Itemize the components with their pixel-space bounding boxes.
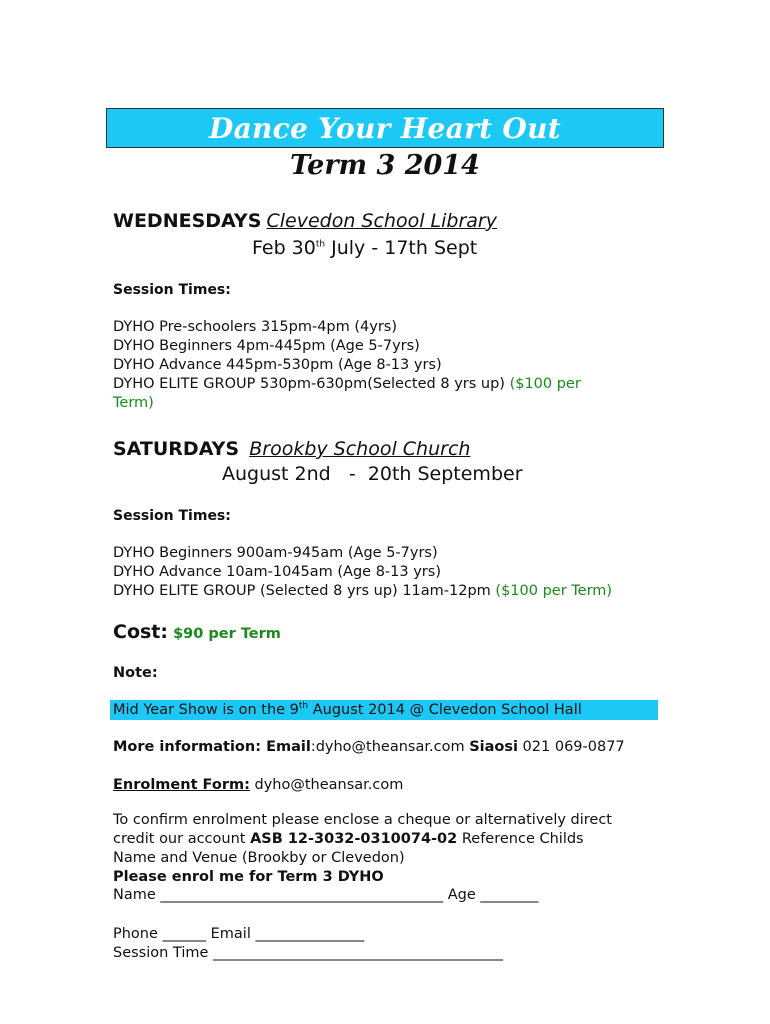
wednesday-dates-sup: th: [315, 239, 326, 250]
confirm-line-2-end: Reference Childs: [457, 831, 584, 847]
wednesday-venue: Clevedon School Library: [266, 210, 497, 232]
wednesday-day: WEDNESDAYS: [113, 210, 262, 232]
more-info-phone: 021 069-0877: [517, 739, 625, 755]
more-info-label: More information: Email: [113, 739, 311, 755]
wednesday-session-1: DYHO Pre-schoolers 315pm-4pm (4yrs): [113, 319, 398, 335]
note-text: [113, 701, 582, 720]
more-info-email: :dyho@theansar.com: [310, 739, 470, 755]
saturday-venue: Brookby School Church: [249, 438, 471, 460]
bank-account: ASB 12-3032-0310074-02: [250, 831, 458, 847]
enrolment-email: dyho@theansar.com: [249, 777, 404, 793]
confirm-line-2: [113, 830, 584, 849]
wednesday-session-3: DYHO Advance 445pm-530pm (Age 8-13 yrs): [113, 357, 442, 373]
enrolment-line: [113, 776, 403, 795]
saturday-session-3: [113, 582, 612, 601]
wednesday-dates: [252, 237, 477, 259]
wednesday-session-label: Session Times:: [113, 282, 231, 298]
saturday-elite-price: ($100 per Term): [495, 583, 613, 599]
flyer-title: Dance Your Heart Out: [208, 111, 561, 145]
wednesday-elite-text: DYHO ELITE GROUP 530pm-630pm(Selected 8 yrs up): [113, 376, 510, 392]
wednesday-elite-price-cont: Term): [113, 395, 154, 411]
cost-label: Cost:: [113, 621, 168, 643]
enrolment-label: Enrolment Form:: [113, 777, 250, 793]
title-banner: [106, 108, 664, 148]
confirm-line-3: Name and Venue (Brookby or Clevedon): [113, 850, 405, 866]
saturday-dates: August 2nd - 20th September: [222, 463, 523, 485]
saturday-session-1: DYHO Beginners 900am-945am (Age 5-7yrs): [113, 545, 438, 561]
saturday-session-label: Session Times:: [113, 508, 231, 524]
saturday-session-2: DYHO Advance 10am-1045am (Age 8-13 yrs): [113, 564, 441, 580]
more-info-contact: Siaosi: [469, 739, 518, 755]
term-subtitle: Term 3 2014: [290, 150, 480, 181]
note-text-end: August 2014 @ Clevedon School Hall: [308, 702, 582, 718]
more-info-line: [113, 738, 625, 757]
wednesday-dates-start: Feb 30: [252, 237, 316, 259]
cost-value: $90 per Term: [173, 626, 281, 642]
confirm-line-1: To confirm enrolment please enclose a cheque or alternatively direct: [113, 812, 612, 828]
phone-email-field[interactable]: Phone ______ Email _______________: [113, 926, 365, 942]
note-text-sup: th: [298, 701, 309, 712]
confirm-line-2-start: credit our account: [113, 831, 251, 847]
note-label: Note:: [113, 665, 158, 681]
saturday-elite-text: DYHO ELITE GROUP (Selected 8 yrs up) 11am-12pm: [113, 583, 496, 599]
name-age-field[interactable]: Name _______________________________________ Age ________: [113, 887, 539, 903]
cost-line: [113, 621, 281, 643]
note-text-start: Mid Year Show is on the 9: [113, 702, 299, 718]
wednesday-heading: [113, 210, 497, 232]
enrol-heading: Please enrol me for Term 3 DYHO: [113, 869, 384, 885]
wednesday-session-4: [113, 375, 581, 394]
saturday-day: SATURDAYS: [113, 438, 240, 460]
saturday-heading: [113, 438, 470, 460]
wednesday-dates-end: July - 17th Sept: [325, 237, 478, 259]
session-time-field[interactable]: Session Time ________________________________________: [113, 945, 504, 961]
wednesday-session-2: DYHO Beginners 4pm-445pm (Age 5-7yrs): [113, 338, 420, 354]
wednesday-elite-price: ($100 per: [509, 376, 581, 392]
